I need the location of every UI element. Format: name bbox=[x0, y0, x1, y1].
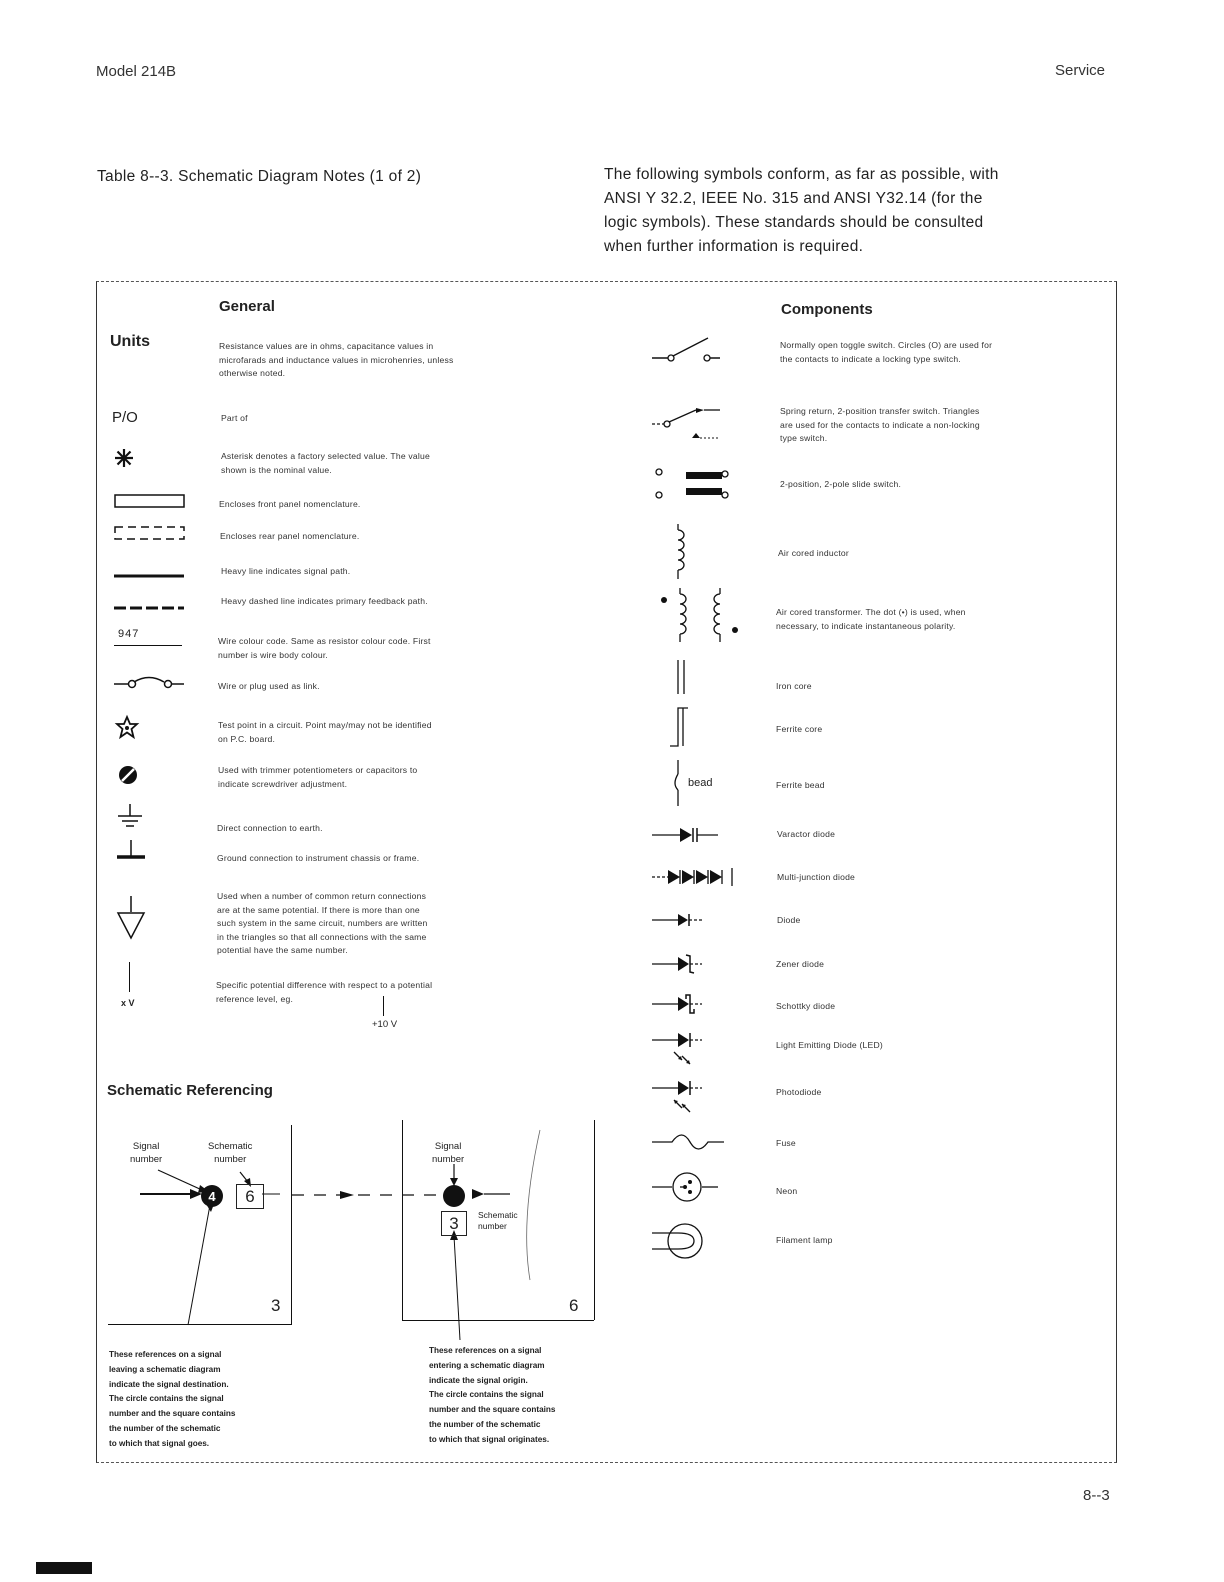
air-transformer-icon bbox=[658, 588, 748, 648]
note-line: indicate the signal origin. bbox=[429, 1375, 528, 1385]
air-transformer-note bbox=[776, 606, 966, 633]
right-sheet-number: 6 bbox=[569, 1296, 579, 1315]
note-line: necessary, to indicate instantaneous polarity. bbox=[776, 620, 956, 631]
common-return-icon bbox=[116, 896, 146, 947]
label-line: Signal bbox=[434, 1141, 462, 1152]
units-label: Units bbox=[110, 333, 150, 350]
ferrite-bead-note: Ferrite bead bbox=[776, 780, 825, 790]
heavy-line-icon bbox=[114, 566, 186, 584]
right-sheet-right-edge bbox=[594, 1120, 595, 1320]
asterisk-icon bbox=[112, 446, 136, 470]
potential-line-icon bbox=[129, 962, 130, 992]
referencing-title: Schematic Referencing bbox=[107, 1082, 273, 1099]
right-schematic-square: 3 bbox=[441, 1211, 467, 1236]
slide-switch-note: 2-position, 2-pole slide switch. bbox=[780, 479, 902, 489]
test-point-icon bbox=[114, 714, 140, 740]
common-return-note bbox=[217, 890, 428, 958]
link-icon bbox=[114, 674, 186, 695]
left-signal-circle: 4 bbox=[201, 1185, 223, 1207]
xv-example: +10 V bbox=[372, 1019, 398, 1030]
note-line: Test point in a circuit. Point may/may not be identified bbox=[218, 720, 432, 730]
ground-note: Ground connection to instrument chassis or frame. bbox=[217, 853, 420, 863]
air-inductor-icon bbox=[672, 524, 692, 580]
po-note: Part of bbox=[221, 413, 248, 423]
note-line: potential have the same number. bbox=[217, 945, 348, 955]
test-point-note bbox=[218, 719, 432, 746]
note-line: indicate the signal destination. bbox=[109, 1379, 229, 1389]
note-line: Air cored transformer. The dot (•) is used, when bbox=[776, 607, 966, 617]
label-line: Schematic bbox=[208, 1141, 253, 1152]
note-line: Specific potential difference with respect to a potential bbox=[216, 980, 433, 990]
front-panel-note: Encloses front panel nomenclature. bbox=[219, 499, 361, 509]
note-line: otherwise noted. bbox=[219, 368, 286, 378]
note-line: Asterisk denotes a factory selected value. The value bbox=[221, 451, 430, 461]
air-inductor-note: Air cored inductor bbox=[778, 548, 849, 558]
screwdriver-adjust-icon bbox=[117, 764, 139, 786]
left-reference-note bbox=[109, 1348, 235, 1452]
trimmer-note bbox=[218, 764, 417, 791]
earth-icon bbox=[116, 804, 144, 835]
intro-line: ANSI Y 32.2, IEEE No. 315 and ANSI Y32.14 (for the bbox=[604, 190, 983, 207]
note-line: microfarads and inductance values in microhenries, unless bbox=[219, 354, 454, 365]
ferrite-core-icon bbox=[668, 706, 692, 748]
units-note bbox=[219, 340, 453, 381]
iron-core-note: Iron core bbox=[776, 681, 812, 691]
wire-code-label: 947 bbox=[118, 628, 140, 640]
potential-example-line bbox=[383, 996, 384, 1016]
heavy-line-note: Heavy line indicates signal path. bbox=[221, 566, 351, 576]
schottky-note: Schottky diode bbox=[776, 1001, 836, 1011]
varactor-note: Varactor diode bbox=[777, 829, 836, 839]
led-icon bbox=[652, 1030, 712, 1070]
heavy-dashed-note: Heavy dashed line indicates primary feedback path. bbox=[221, 596, 428, 606]
note-line: the contacts to indicate a locking type switch. bbox=[780, 353, 961, 364]
page-number: 8--3 bbox=[1083, 1487, 1110, 1504]
label-line: number bbox=[214, 1154, 247, 1165]
note-line: Wire colour code. Same as resistor colour code. First bbox=[218, 636, 431, 646]
diode-icon bbox=[652, 910, 712, 930]
left-schematic-square: 6 bbox=[236, 1184, 264, 1209]
rear-panel-box-icon bbox=[114, 526, 184, 539]
intro-line: when further information is required. bbox=[604, 238, 864, 255]
note-line: are used for the contacts to indicate a non-locking bbox=[780, 419, 980, 430]
schottky-diode-icon bbox=[652, 992, 712, 1016]
xv-note bbox=[216, 979, 432, 1006]
note-line: the number of the schematic bbox=[109, 1423, 221, 1433]
photodiode-icon bbox=[652, 1078, 712, 1118]
note-line: number and the square contains bbox=[429, 1405, 556, 1415]
zener-note: Zener diode bbox=[776, 959, 825, 969]
label-line: number bbox=[130, 1154, 163, 1165]
label-line: Signal bbox=[132, 1141, 160, 1152]
table-title: Table 8--3. Schematic Diagram Notes (1 of 2) bbox=[97, 168, 422, 185]
intro-text bbox=[604, 163, 1074, 259]
model-header: Model 214B bbox=[96, 63, 177, 80]
link-note: Wire or plug used as link. bbox=[218, 681, 320, 691]
intro-line: The following symbols conform, as far as possible, with bbox=[604, 166, 999, 183]
left-sheet-edge bbox=[291, 1125, 292, 1325]
label-line: number bbox=[432, 1154, 465, 1165]
note-line: The circle contains the signal bbox=[429, 1390, 544, 1400]
iron-core-icon bbox=[676, 660, 688, 696]
note-line: in the triangles so that all connections with the same bbox=[217, 931, 427, 942]
general-title: General bbox=[219, 298, 275, 315]
asterisk-note bbox=[221, 450, 430, 477]
right-schematic-label bbox=[478, 1210, 518, 1232]
right-sheet-left-edge bbox=[402, 1120, 403, 1320]
ferrite-bead-icon bbox=[668, 760, 688, 808]
wire-code-note bbox=[218, 635, 431, 662]
led-note: Light Emitting Diode (LED) bbox=[776, 1040, 883, 1050]
toggle-note bbox=[780, 339, 992, 366]
note-line: Used with trimmer potentiometers or capacitors to bbox=[218, 765, 418, 775]
multi-junction-note: Multi-junction diode bbox=[777, 872, 856, 882]
note-line: such system in the same circuit, numbers are written bbox=[217, 918, 428, 928]
neon-note: Neon bbox=[776, 1186, 798, 1196]
filament-lamp-icon bbox=[652, 1222, 712, 1262]
earth-note: Direct connection to earth. bbox=[217, 823, 323, 833]
note-line: Resistance values are in ohms, capacitance values in bbox=[219, 341, 434, 351]
ferrite-core-note: Ferrite core bbox=[776, 724, 823, 734]
note-line: number and the square contains bbox=[109, 1409, 236, 1419]
right-sheet-bottom bbox=[402, 1320, 594, 1321]
bead-label: bead bbox=[688, 777, 713, 789]
note-line: to which that signal originates. bbox=[429, 1434, 550, 1444]
note-line: to which that signal goes. bbox=[109, 1438, 210, 1448]
signal-flow-dashed bbox=[292, 1190, 462, 1200]
note-line: indicate screwdriver adjustment. bbox=[218, 778, 348, 789]
wire-line bbox=[114, 645, 182, 646]
xv-label: x V bbox=[121, 998, 135, 1008]
po-label: P/O bbox=[112, 409, 138, 426]
left-sheet-bottom bbox=[108, 1324, 291, 1325]
note-line: Used when a number of common return connections bbox=[217, 891, 427, 901]
rear-panel-note: Encloses rear panel nomenclature. bbox=[220, 531, 360, 541]
toggle-switch-icon bbox=[652, 336, 722, 366]
label-line: Schematic bbox=[478, 1210, 518, 1220]
spring-return-note bbox=[780, 405, 980, 446]
front-panel-box-icon bbox=[114, 494, 184, 507]
multi-junction-diode-icon bbox=[652, 866, 740, 888]
note-line: leaving a schematic diagram bbox=[109, 1364, 221, 1374]
page-edge-mark bbox=[36, 1562, 92, 1574]
note-line: type switch. bbox=[780, 433, 828, 443]
neon-lamp-icon bbox=[652, 1170, 722, 1204]
left-sheet-number: 3 bbox=[271, 1296, 281, 1315]
note-line: The circle contains the signal bbox=[109, 1394, 224, 1404]
fuse-icon bbox=[652, 1130, 726, 1154]
diode-note: Diode bbox=[777, 915, 801, 925]
filament-lamp-note: Filament lamp bbox=[776, 1235, 833, 1245]
note-line: shown is the nominal value. bbox=[221, 464, 332, 475]
slide-switch-icon bbox=[652, 464, 732, 504]
fuse-note: Fuse bbox=[776, 1138, 796, 1148]
right-reference-note bbox=[429, 1344, 555, 1448]
varactor-diode-icon bbox=[652, 825, 722, 845]
photodiode-note: Photodiode bbox=[776, 1087, 822, 1097]
note-line: entering a schematic diagram bbox=[429, 1360, 545, 1370]
heavy-dashed-line-icon bbox=[114, 598, 186, 616]
note-line: Spring return, 2-position transfer switch. Triangles bbox=[780, 406, 980, 416]
note-line: the number of the schematic bbox=[429, 1419, 541, 1429]
chassis-ground-icon bbox=[116, 840, 146, 867]
note-line: number is wire body colour. bbox=[218, 649, 329, 660]
note-line: reference level, eg. bbox=[216, 993, 294, 1004]
spring-return-switch-icon bbox=[652, 404, 727, 444]
note-line: These references on a signal bbox=[429, 1346, 542, 1355]
section-header: Service bbox=[1055, 62, 1106, 79]
note-line: are at the same potential. If there is more than one bbox=[217, 904, 420, 915]
label-line: number bbox=[478, 1221, 507, 1231]
components-title: Components bbox=[781, 301, 873, 318]
note-line: on P.C. board. bbox=[218, 733, 276, 744]
note-line: Normally open toggle switch. Circles (O) are used for bbox=[780, 340, 993, 350]
zener-diode-icon bbox=[652, 952, 712, 976]
note-line: These references on a signal bbox=[109, 1350, 222, 1359]
intro-line: logic symbols). These standards should be consulted bbox=[604, 214, 984, 231]
